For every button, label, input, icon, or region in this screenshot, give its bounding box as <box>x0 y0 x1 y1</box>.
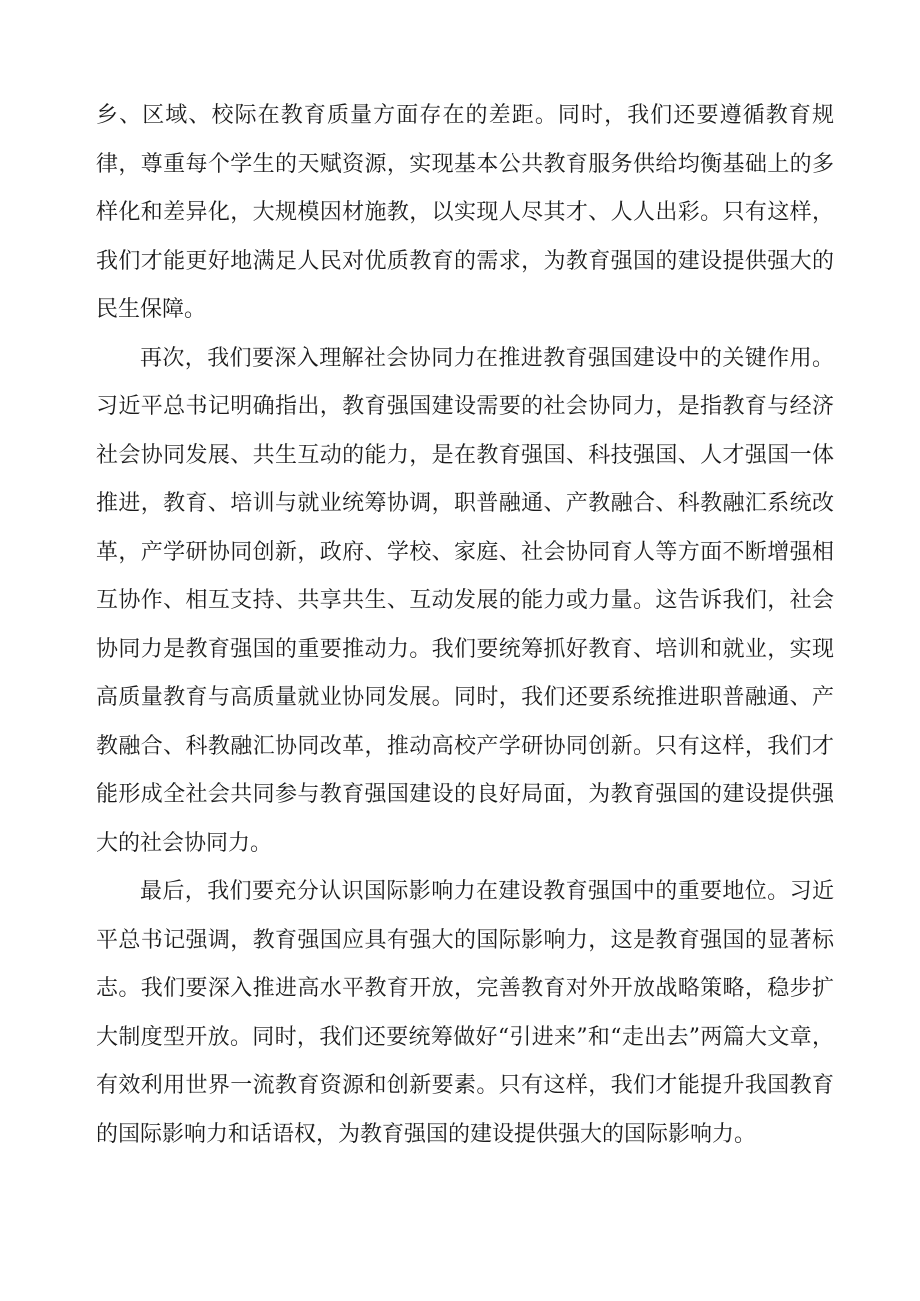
paragraph-social-synergy: 再次，我们要深入理解社会协同力在推进教育强国建设中的关键作用。习近平总书记明确指出，教育强国建设需要的社会协同力，是指教育与经济社会协同发展、共生互动的能力，是在教育强国、科技强国、人才强国一体推进，教育、培训与就业统筹协调，职普融通、产教融合、科教融汇系统改革，产学研协同创新，政府、学校、家庭、社会协同育人等方面不断增强相互协作、相互支持、共享共生、互动发展的能力或力量。这告诉我们，社会协同力是教育强国的重要推动力。我们要统筹抓好教育、培训和就业，实现高质量教育与高质量就业协同发展。同时，我们还要系统推进职普融通、产教融合、科教融汇协同改革，推动高校产学研协同创新。只有这样，我们才能形成全社会共同参与教育强国建设的良好局面，为教育强国的建设提供强大的社会协同力。 <box>96 345 834 856</box>
paragraph-international-influence: 最后，我们要充分认识国际影响力在建设教育强国中的重要地位。习近平总书记强调，教育强国应具有强大的国际影响力，这是教育强国的显著标志。我们要深入推进高水平教育开放，完善教育对外开放战略策略，稳步扩大制度型开放。同时，我们还要统筹做好“引进来”和“走出去”两篇大文章，有效利用世界一流教育资源和创新要素。只有这样，我们才能提升我国教育的国际影响力和话语权，为教育强国的建设提供强大的国际影响力。 <box>96 879 834 1147</box>
paragraph-continued: 乡、区域、校际在教育质量方面存在的差距。同时，我们还要遵循教育规律，尊重每个学生的天赋资源，实现基本公共教育服务供给均衡基础上的多样化和差异化，大规模因材施教，以实现人尽其才、人人出彩。只有这样，我们才能更好地满足人民对优质教育的需求，为教育强国的建设提供强大的民生保障。 <box>96 103 834 322</box>
document-page <box>96 92 834 1159</box>
